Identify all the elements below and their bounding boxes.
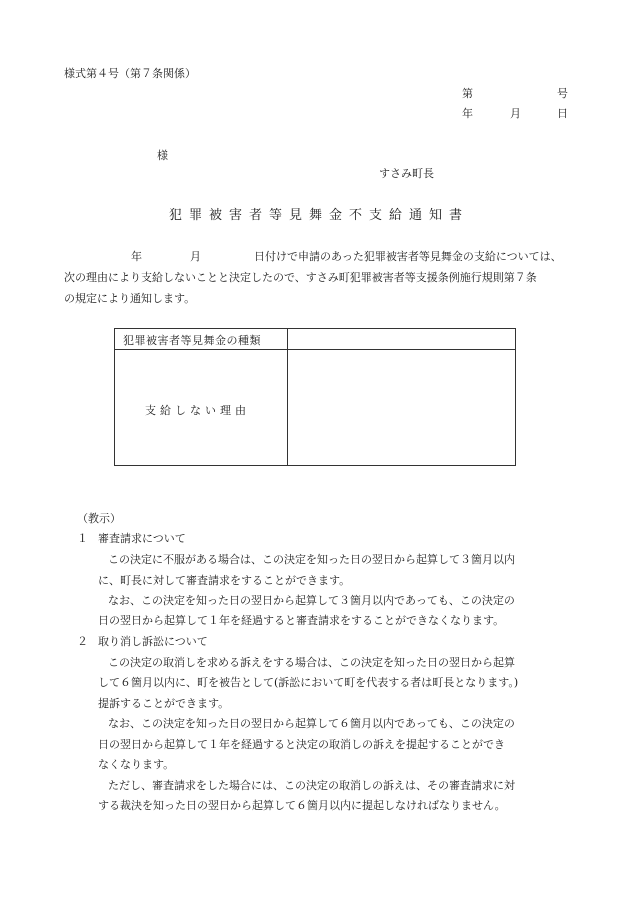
section-1-line-3: なお、この決定を知った日の翌日から起算して３箇月以内であっても、この決定の — [108, 594, 515, 607]
section-2-line-5: 日の翌日から起算して１年を経過すると決定の取消しの訴えを提起することができ — [98, 738, 505, 751]
section-2-line-4: なお、この決定を知った日の翌日から起算して６箇月以内であっても、この決定の — [108, 717, 515, 730]
intro-month: 月 — [190, 250, 201, 263]
section-2-line-2: して６箇月以内に、町を被告として(訴訟において町を代表する者は町長となります。) — [98, 676, 519, 689]
section-1-number: １ — [77, 532, 88, 545]
notice-heading: （教示） — [77, 512, 121, 525]
addressee-suffix: 様 — [157, 149, 168, 162]
section-2-line-6: なくなります。 — [98, 758, 175, 771]
intro-year: 年 — [131, 250, 142, 263]
form-number: 様式第４号（第７条関係） — [64, 67, 196, 80]
section-2-line-7: ただし、審査請求をした場合には、この決定の取消しの訴えは、その審査請求に対 — [108, 779, 515, 792]
section-1-line-1: この決定に不服がある場合は、この決定を知った日の翌日から起算して３箇月以内 — [108, 553, 515, 566]
date-month: 月 — [510, 107, 521, 120]
section-2-line-3: 提訴することができます。 — [98, 697, 230, 710]
doc-number-suffix: 号 — [557, 87, 568, 100]
intro-line-2: 次の理由により支給しないことと決定したので、すさみ町犯罪被害者等支援条例施行規則第７条 — [64, 271, 537, 284]
section-1-title: 審査請求について — [98, 532, 186, 545]
section-2-title: 取り消し訴訟について — [98, 635, 208, 648]
section-1-line-2: に、町長に対して審査請求をすることができます。 — [98, 574, 351, 587]
reason-table — [114, 328, 516, 466]
intro-line-1: 日付けで申請のあった犯罪被害者等見舞金の支給については、 — [254, 250, 562, 263]
label-type: 犯罪被害者等見舞金の種類 — [123, 334, 261, 347]
date-year: 年 — [462, 107, 473, 120]
date-day: 日 — [557, 107, 568, 120]
label-reason: 支給しない理由 — [145, 404, 250, 417]
section-2-line-8: する裁決を知った日の翌日から起算して６箇月以内に提起しなければなりません。 — [98, 799, 506, 812]
document-title: 犯罪被害者等見舞金不支給通知書 — [169, 208, 470, 223]
issuer: すさみ町長 — [379, 167, 434, 180]
intro-line-3: の規定により通知します。 — [64, 292, 196, 305]
table-divider-horizontal — [115, 349, 515, 350]
section-1-line-4: 日の翌日から起算して１年を経過すると審査請求をすることができなくなります。 — [98, 614, 505, 627]
doc-number-prefix: 第 — [462, 87, 473, 100]
section-2-number: ２ — [77, 635, 88, 648]
section-2-line-1: この決定の取消しを求める訴えをする場合は、この決定を知った日の翌日から起算 — [108, 656, 515, 669]
